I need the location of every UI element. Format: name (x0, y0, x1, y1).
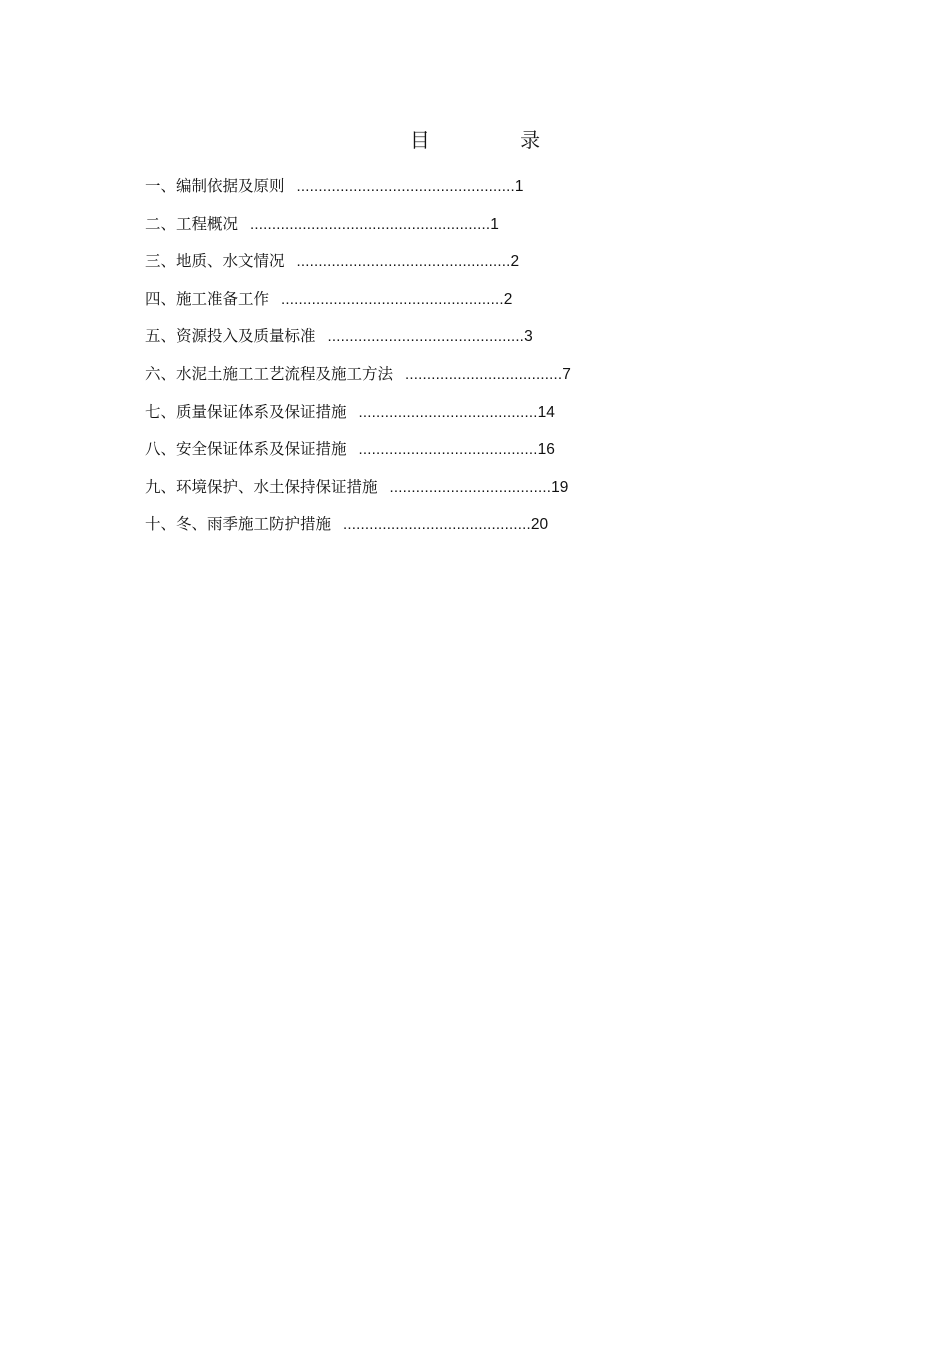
toc-entry-leader: ....................................................... (250, 215, 491, 233)
toc-entry[interactable] (145, 171, 705, 209)
toc-entry[interactable] (145, 434, 705, 472)
toc-entry-label: 十、冬、雨季施工防护措施 (145, 515, 332, 534)
toc-entry-page: 19 (551, 478, 569, 496)
toc-entry-leader: .................................... (405, 365, 563, 383)
toc-entry-leader: ................................................. (296, 253, 511, 271)
toc-entry-leader: ........................................... (343, 516, 531, 534)
toc-entry-label: 九、环境保护、水土保持保证措施 (145, 477, 378, 496)
toc-entry-label: 六、水泥土施工工艺流程及施工方法 (145, 364, 394, 383)
toc-entry[interactable] (145, 472, 705, 510)
toc-list (145, 171, 705, 547)
toc-entry-label: 一、编制依据及原则 (145, 177, 285, 195)
toc-entry-label: 八、安全保证体系及保证措施 (145, 440, 347, 459)
toc-entry-leader: ............................................. (327, 328, 525, 346)
toc-entry[interactable] (145, 246, 705, 284)
toc-entry[interactable] (145, 284, 705, 322)
toc-entry[interactable] (145, 509, 705, 547)
toc-entry-leader: ......................................... (358, 403, 538, 421)
toc-entry-leader: .................................................. (296, 178, 515, 195)
toc-entry-label: 七、质量保证体系及保证措施 (145, 402, 347, 421)
toc-entry-label: 四、施工准备工作 (145, 289, 270, 308)
toc-entry[interactable] (145, 321, 705, 359)
toc-entry-page: 3 (524, 328, 533, 346)
toc-entry-page: 16 (537, 441, 555, 459)
toc-entry-page: 2 (510, 253, 520, 271)
toc-entry-page: 2 (503, 290, 513, 308)
toc-entry-page: 7 (562, 365, 571, 383)
toc-entry-label: 三、地质、水文情况 (145, 252, 285, 271)
toc-entry[interactable] (145, 209, 705, 247)
toc-entry-label: 五、资源投入及质量标准 (145, 327, 316, 346)
toc-entry[interactable] (145, 397, 705, 435)
toc-entry[interactable] (145, 359, 705, 397)
toc-entry-leader: ..................................... (389, 478, 552, 496)
toc-entry-leader: ................................................... (281, 290, 504, 308)
toc-entry-page: 20 (530, 516, 549, 534)
toc-entry-label: 二、工程概况 (145, 214, 239, 233)
toc-title: 目 录 (409, 128, 583, 152)
toc-entry-page: 14 (537, 403, 555, 421)
toc-entry-leader: ......................................... (358, 441, 538, 459)
toc-entry-page: 1 (514, 178, 524, 195)
toc-entry-page: 1 (490, 215, 499, 233)
